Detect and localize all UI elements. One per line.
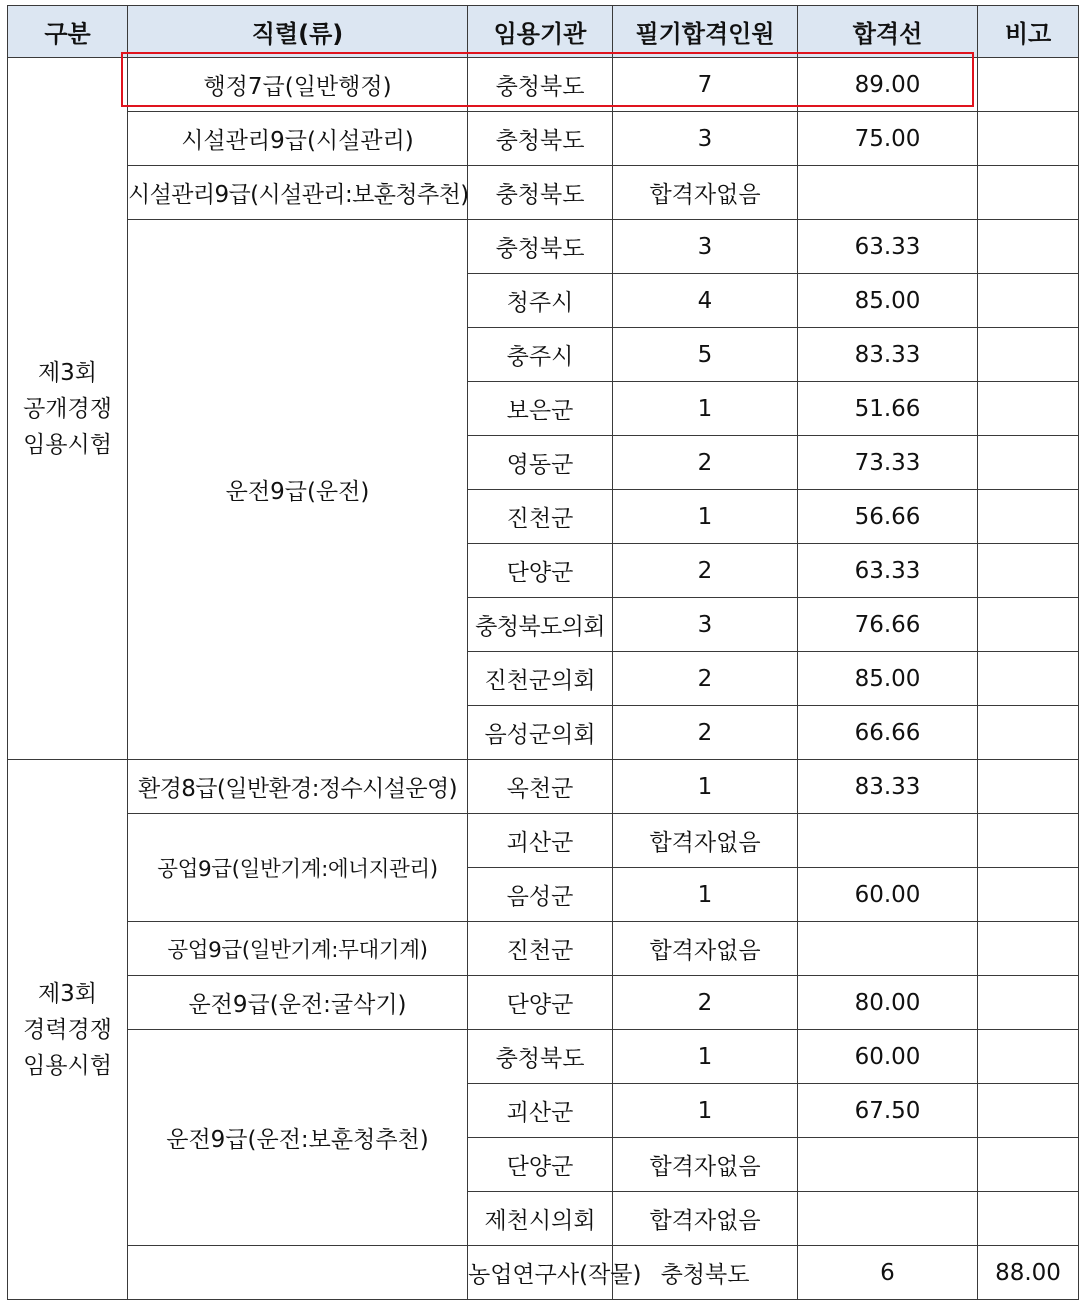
note-cell [978,976,1079,1030]
cutoff-cell: 63.33 [798,220,978,274]
group-open-competition: 제3회 공개경쟁 임용시험 [8,58,128,760]
note-cell [978,1030,1079,1084]
cutoff-cell: 51.66 [798,382,978,436]
table-row [8,760,1079,814]
position-cell: 공업9급(일반기계:에너지관리) [128,814,468,922]
table-row [8,814,1079,868]
header-note: 비고 [978,6,1079,58]
note-cell [978,166,1079,220]
note-cell [978,1138,1079,1192]
cutoff-cell: 76.66 [798,598,978,652]
cutoff-cell: 80.00 [798,976,978,1030]
table-row [8,976,1079,1030]
cutoff-cell [798,1192,978,1246]
agency-cell: 충청북도 [468,220,613,274]
passers-cell: 2 [613,544,798,598]
passers-cell: 4 [613,274,798,328]
passers-cell: 3 [613,220,798,274]
passers-cell: 합격자없음 [613,166,798,220]
passers-cell: 합격자없음 [613,814,798,868]
agency-cell: 제천시의회 [468,1192,613,1246]
agency-cell: 충청북도의회 [468,598,613,652]
header-row [8,6,1079,58]
note-cell [978,436,1079,490]
agency-cell: 진천군 [468,490,613,544]
agency-cell: 괴산군 [468,1084,613,1138]
agency-cell: 충청북도 [613,1246,798,1300]
results-table [7,5,1079,1300]
agency-cell: 충청북도 [468,1030,613,1084]
note-cell [978,220,1079,274]
note-cell [978,922,1079,976]
cutoff-cell: 73.33 [798,436,978,490]
header-cutoff: 합격선 [798,6,978,58]
cutoff-cell: 83.33 [798,328,978,382]
header-position: 직렬(류) [128,6,468,58]
agency-cell: 진천군의회 [468,652,613,706]
passers-cell: 2 [613,976,798,1030]
note-cell [978,544,1079,598]
group-career-competition: 제3회 경력경쟁 임용시험 [8,760,128,1300]
note-cell [978,598,1079,652]
note-cell [978,328,1079,382]
position-cell: 환경8급(일반환경:정수시설운영) [128,760,468,814]
passers-cell: 1 [613,490,798,544]
cutoff-cell: 85.00 [798,274,978,328]
agency-cell: 단양군 [468,544,613,598]
agency-cell: 충청북도 [468,58,613,112]
cutoff-cell: 85.00 [798,652,978,706]
passers-cell: 1 [613,1030,798,1084]
cutoff-cell [798,1138,978,1192]
table-row [8,220,1079,274]
group-blank-cell [128,1246,468,1300]
agency-cell: 옥천군 [468,760,613,814]
cutoff-cell: 63.33 [798,544,978,598]
cutoff-cell: 67.50 [798,1084,978,1138]
passers-cell: 합격자없음 [613,1192,798,1246]
position-cell: 행정7급(일반행정) [128,58,468,112]
table-row [8,166,1079,220]
note-cell [978,1084,1079,1138]
passers-cell: 1 [613,760,798,814]
cutoff-cell [798,922,978,976]
cutoff-cell: 60.00 [798,1030,978,1084]
passers-cell: 1 [613,382,798,436]
position-cell: 공업9급(일반기계:무대기계) [128,922,468,976]
agency-cell: 음성군 [468,868,613,922]
agency-cell: 충청북도 [468,112,613,166]
agency-cell: 음성군의회 [468,706,613,760]
table-row [8,1030,1079,1084]
agency-cell: 단양군 [468,976,613,1030]
position-cell: 농업연구사(작물) [468,1246,613,1300]
header-passers: 필기합격인원 [613,6,798,58]
cutoff-cell: 83.33 [798,760,978,814]
passers-cell: 5 [613,328,798,382]
cutoff-cell: 60.00 [798,868,978,922]
cutoff-cell [798,166,978,220]
header-category: 구분 [8,6,128,58]
note-cell [978,274,1079,328]
passers-cell: 7 [613,58,798,112]
passers-cell: 2 [613,652,798,706]
passers-cell: 1 [613,868,798,922]
table-row [8,1246,1079,1300]
cutoff-cell: 66.66 [798,706,978,760]
note-cell [978,814,1079,868]
passers-cell: 2 [613,706,798,760]
note-cell [978,706,1079,760]
agency-cell: 영동군 [468,436,613,490]
cutoff-cell: 89.00 [798,58,978,112]
note-cell [978,652,1079,706]
cutoff-cell [798,814,978,868]
note-cell [978,58,1079,112]
agency-cell: 청주시 [468,274,613,328]
table-row [8,922,1079,976]
agency-cell: 보은군 [468,382,613,436]
table-row [8,58,1079,112]
cutoff-cell: 56.66 [798,490,978,544]
note-cell [978,112,1079,166]
position-cell: 시설관리9급(시설관리) [128,112,468,166]
passers-cell: 3 [613,112,798,166]
passers-cell: 합격자없음 [613,922,798,976]
table-row [8,112,1079,166]
note-cell [978,382,1079,436]
cutoff-cell: 88.00 [978,1246,1079,1300]
position-cell: 운전9급(운전) [128,220,468,760]
note-cell [978,490,1079,544]
agency-cell: 충주시 [468,328,613,382]
note-cell [978,1192,1079,1246]
passers-cell: 2 [613,436,798,490]
position-cell: 운전9급(운전:굴삭기) [128,976,468,1030]
agency-cell: 진천군 [468,922,613,976]
agency-cell: 괴산군 [468,814,613,868]
header-agency: 임용기관 [468,6,613,58]
position-cell: 운전9급(운전:보훈청추천) [128,1030,468,1246]
agency-cell: 단양군 [468,1138,613,1192]
cutoff-cell: 75.00 [798,112,978,166]
passers-cell: 3 [613,598,798,652]
position-cell: 시설관리9급(시설관리:보훈청추천) [128,166,468,220]
note-cell [978,760,1079,814]
agency-cell: 충청북도 [468,166,613,220]
passers-cell: 1 [613,1084,798,1138]
note-cell [978,868,1079,922]
passers-cell: 6 [798,1246,978,1300]
passers-cell: 합격자없음 [613,1138,798,1192]
